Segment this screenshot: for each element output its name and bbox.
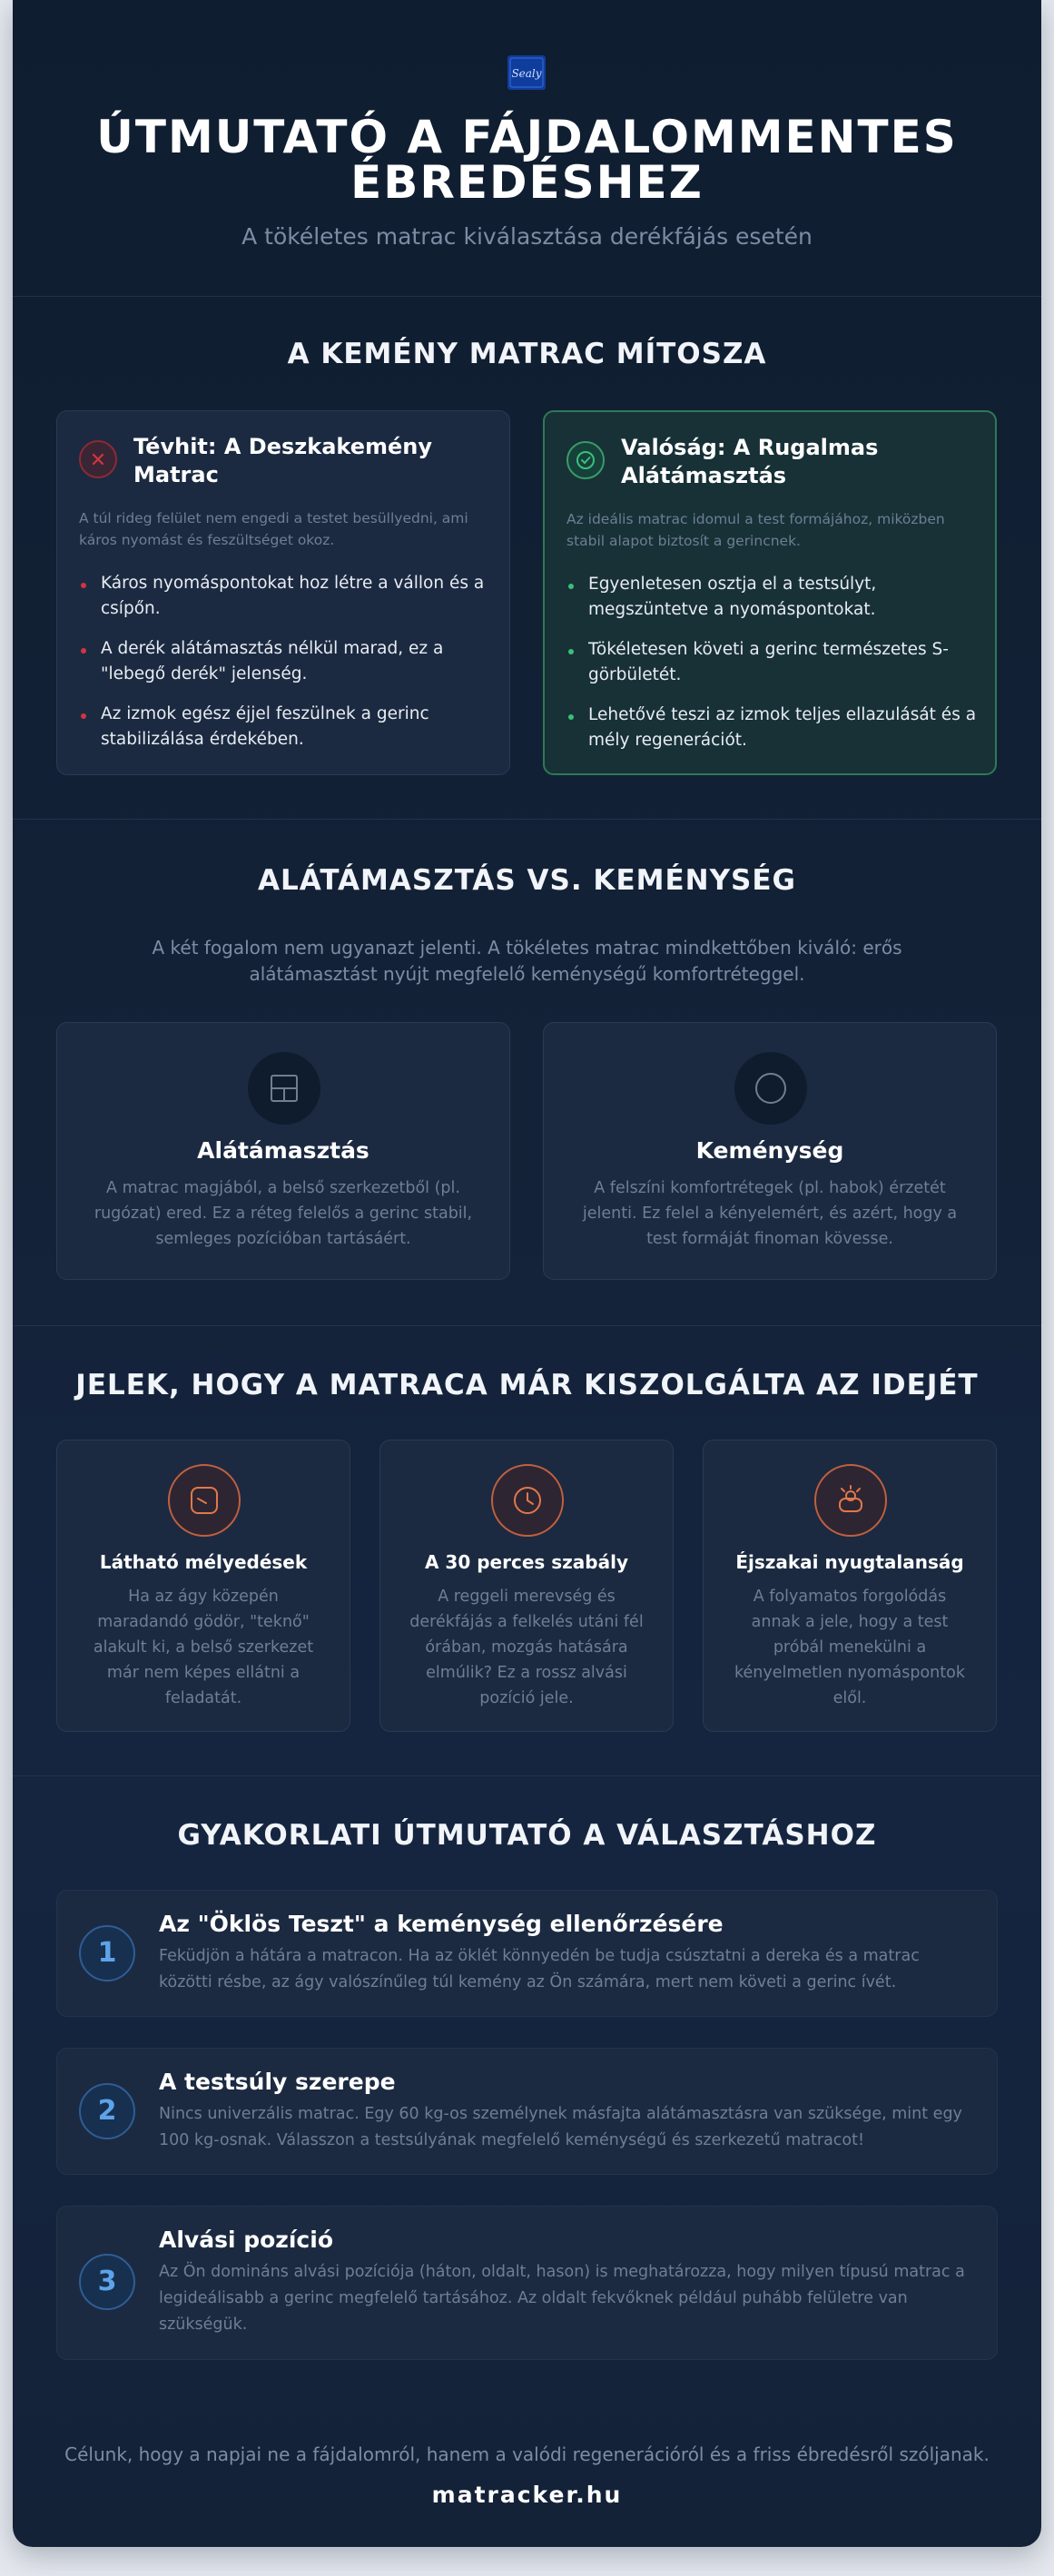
myth-false-description: A túl rideg felület nem engedi a testet besüllyedni, ami káros nyomást és feszültséget okoz. (79, 510, 468, 548)
step-text: Feküdjön a hátára a matracon. Ha az öklét könnyedén be tudja csúsztatni a dereka és a matrac közötti résbe, az ágy valószínűleg túl kemény az Ön számára, mert nem követi a gerinc ívét. (159, 1947, 920, 1991)
bullet (568, 714, 574, 720)
clock-icon (491, 1464, 564, 1537)
support-heading: ALÁTÁMASZTÁS VS. KEMÉNYSÉG (257, 864, 796, 897)
bullet (568, 584, 574, 589)
myth-true-description: Az ideális matrac idomul a test formájához, miközben stabil alapot biztosít a gerincnek. (566, 511, 945, 549)
bullet (81, 583, 86, 588)
restless-icon (814, 1464, 887, 1537)
firmness-card-title: Keménység (695, 1137, 844, 1164)
support-card (56, 1022, 510, 1280)
myth-true-title: Valóság: A Rugalmas Alátámasztás (621, 435, 879, 488)
sign-text: A folyamatos forgolódás annak a jele, hogy a test próbál menekülni a kényelmetlen nyomáspontok elől. (734, 1588, 965, 1707)
list-item: Káros nyomáspontokat hoz létre a vállon és a csípőn. (79, 571, 497, 622)
myth-true-list (566, 572, 984, 768)
step-number: 2 (79, 2083, 135, 2139)
list-item: Lehetővé teszi az izmok teljes ellazulását és a mély regenerációt. (566, 703, 984, 753)
x-icon (79, 440, 117, 478)
bullet (81, 648, 86, 654)
bullet (81, 713, 86, 719)
guide-heading: GYAKORLATI ÚTMUTATÓ A VÁLASZTÁSHOZ (177, 1819, 877, 1852)
grid-icon (248, 1052, 320, 1125)
support-card-title: Alátámasztás (197, 1137, 369, 1164)
footer-text: Célunk, hogy a napjai ne a fájdalomról, hanem a valódi regenerációról és a friss ébredésről szóljanak. (64, 2443, 990, 2465)
bullet (568, 649, 574, 654)
divider (13, 819, 1041, 820)
step-title: Alvási pozíció (159, 2227, 333, 2253)
sign-text: Ha az ágy közepén maradandó gödör, "teknő" alakult ki, a belső szerkezet már nem képes ellátni a feladatát. (93, 1588, 314, 1707)
page-title: ÚTMUTATÓ A FÁJDALOMMENTES ÉBREDÉSHEZ (96, 111, 958, 209)
sign-title: Éjszakai nyugtalanság (735, 1551, 964, 1573)
step-text: Az Ön domináns alvási pozíciója (háton, oldalt, hason) is meghatározza, hogy milyen típusú matrac a legideálisabb a gerinc megfelelő tartásához. Az oldalt fekvőknek például puhább felületre van szükségük. (159, 2263, 965, 2334)
list-item: Egyenletesen osztja el a testsúlyt, megszüntetve a nyomáspontokat. (566, 572, 984, 623)
sign-card (379, 1440, 674, 1732)
signs-heading: JELEK, HOGY A MATRACA MÁR KISZOLGÁLTA AZ IDEJÉT (75, 1369, 979, 1401)
firmness-card-text: A felszíni komfortrétegek (pl. habok) érzetét jelenti. Ez felel a kényelemért, és azért, hogy a test formáját finoman kövesse. (582, 1179, 958, 1248)
support-card-text: A matrac magjából, a belső szerkezetből (pl. rugózat) ered. Ez a réteg felelős a gerinc stabil, semleges pozícióban tartásáért. (94, 1179, 473, 1248)
sign-title: Látható mélyedések (99, 1551, 308, 1573)
myth-false-title: Tévhit: A Deszkakemény Matrac (133, 434, 432, 487)
guide-step (56, 2048, 998, 2175)
myth-heading: A KEMÉNY MATRAC MÍTOSZA (287, 338, 767, 370)
guide-step (56, 2206, 998, 2360)
step-title: A testsúly szerepe (159, 2069, 396, 2095)
circle-icon (734, 1052, 807, 1125)
divider (13, 296, 1041, 297)
list-item: Tökéletesen követi a gerinc természetes S-görbületét. (566, 637, 984, 688)
check-circle-icon (566, 441, 605, 479)
step-number: 3 (79, 2254, 135, 2310)
support-intro: A két fogalom nem ugyanazt jelenti. A tökéletes matrac mindkettőben kiváló: erős alátámasztást nyújt megfelelő keménységű komfortréteggel. (152, 937, 902, 985)
gauge-icon (168, 1464, 241, 1537)
sign-card (703, 1440, 997, 1732)
divider (13, 1325, 1041, 1326)
sealy-logo (507, 54, 547, 91)
infographic-page (13, 0, 1041, 2547)
list-item: Az izmok egész éjjel feszülnek a gerinc stabilizálása érdekében. (79, 702, 497, 752)
sign-title: A 30 perces szabály (424, 1551, 628, 1573)
myth-false-card (56, 410, 510, 775)
guide-step (56, 1890, 998, 2017)
sign-card (56, 1440, 350, 1732)
step-text: Nincs univerzális matrac. Egy 60 kg-os személynek másfajta alátámasztásra van szüksége, mint egy 100 kg-osnak. Válasszon a testsúlyának megfelelő keménységű és szerkezetű matracot! (159, 2105, 962, 2149)
myth-false-list (79, 571, 497, 767)
list-item: A derék alátámasztás nélkül marad, ez a "lebegő derék" jelenség. (79, 636, 497, 687)
sign-text: A reggeli merevség és derékfájás a felkelés utáni fél órában, mozgás hatására elmúlik? Ez a rossz alvási pozíció jele. (409, 1588, 644, 1707)
footer-brand-link[interactable]: matracker.hu (431, 2482, 623, 2508)
step-number: 1 (79, 1925, 135, 1981)
svg-text:Sealy: Sealy (511, 67, 542, 80)
page-subtitle: A tökéletes matrac kiválasztása derékfájás esetén (241, 223, 813, 250)
divider (13, 1775, 1041, 1776)
firmness-card (543, 1022, 997, 1280)
myth-true-card (543, 410, 997, 775)
step-title: Az "Öklös Teszt" a keménység ellenőrzésére (159, 1911, 724, 1937)
